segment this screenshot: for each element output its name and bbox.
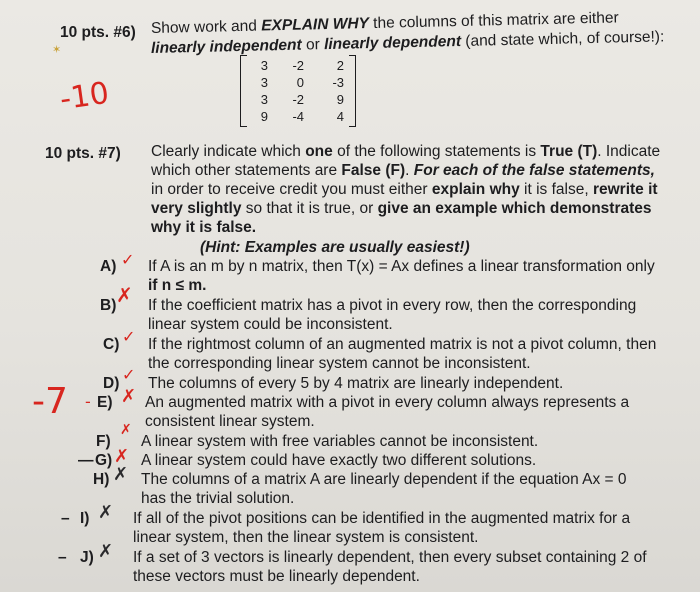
statement-i-label: I) [80,510,90,527]
matrix-cell: 9 [260,109,268,124]
statement-j-line2: these vectors must be linearly dependent. [133,568,420,585]
problem7-points: 10 pts. #7) [45,145,121,162]
statement-g-line1: A linear system could have exactly two different solutions. [141,452,537,469]
statement-e-label: E) [97,394,113,411]
matrix-cell: 3 [260,92,268,107]
problem6-instructions-line1: Show work and EXPLAIN WHY the columns of this matrix are either [150,9,619,37]
statement-e-prefix: - [85,392,91,411]
x-mark-icon: ✗ [113,464,129,485]
gold-star-sticker-icon: ✶ [52,43,62,56]
x-mark-icon: ✗ [121,386,137,407]
matrix-cell: 2 [336,58,344,73]
problem7-instructions-line5: why it is false. [151,219,257,236]
statement-e-line1: An augmented matrix with a pivot in every column always represents a [145,394,630,411]
statement-i-prefix: – [61,510,70,527]
statement-b-label: B) [100,297,117,314]
matrix-cell: -2 [292,58,304,73]
statement-c-line2: the corresponding linear system cannot be inconsistent. [148,355,531,372]
checkmark-icon: ✓ [122,327,136,346]
statement-h-line1: The columns of a matrix A are linearly dependent if the equation Ax = 0 [141,471,627,488]
statement-h-line2: has the trivial solution. [141,490,295,507]
x-mark-icon: ✗ [98,541,114,562]
statement-d-label: D) [103,375,120,392]
matrix-cell: -3 [332,75,344,90]
problem7-instructions-line4: very slightly so that it is true, or give an example which demonstrates [151,200,652,217]
statement-j-label: J) [80,549,94,566]
problem6-matrix [240,55,356,127]
statement-b-line2: linear system could be inconsistent. [148,316,393,333]
statement-j-line1: If a set of 3 vectors is linearly dependent, then every subset containing 2 of [133,549,647,566]
statement-a-line2: if n ≤ m. [148,277,207,294]
statement-a-label: A) [100,258,117,275]
statement-e-line2: consistent linear system. [145,413,315,430]
statement-h-label: H) [93,471,110,488]
statement-i-line2: linear system, then the linear system is consistent. [133,529,479,546]
statement-c-line1: If the rightmost column of an augmented matrix is not a pivot column, then [148,336,657,353]
matrix-right-bracket [349,55,356,127]
statement-c-label: C) [103,336,120,353]
x-mark-icon: ✗ [116,283,133,307]
problem6-points: 10 pts. #6) [60,24,136,41]
problem7-instructions-line3: in order to receive credit you must either explain why it is false, rewrite it [151,181,658,198]
matrix-cell: 3 [260,58,268,73]
statement-g-prefix: — [78,452,94,469]
matrix-cell: 3 [260,75,268,90]
statement-i-line1: If all of the pivot positions can be identified in the augmented matrix for a [133,510,631,527]
matrix-cell: -4 [292,109,304,124]
x-mark-icon: ✗ [120,422,132,438]
problem7-instructions-line2: which other statements are False (F). For each of the false statements, [151,162,655,179]
matrix-cell: -2 [292,92,304,107]
statement-j-prefix: – [58,549,67,566]
problem6-instructions-line2: linearly independent or linearly dependent (and state which, of course!): [150,28,665,57]
matrix-cell: 9 [336,92,344,107]
problem6-grade-mark: -10 [57,75,112,118]
matrix-cell: 4 [336,109,344,124]
checkmark-icon: ✓ [121,250,135,269]
statement-a-line1: If A is an m by n matrix, then T(x) = Ax defines a linear transformation only [148,258,655,275]
problem7-hint: (Hint: Examples are usually easiest!) [200,239,470,256]
statement-f-line1: A linear system with free variables cannot be inconsistent. [141,433,539,450]
matrix-cell: 0 [296,75,304,90]
problem7-grade-mark: -7 [32,381,68,422]
x-mark-icon: ✗ [114,446,130,467]
statement-b-line1: If the coefficient matrix has a pivot in every row, then the corresponding [148,297,637,314]
statement-f-label: F) [96,433,111,450]
problem7-instructions-line1: Clearly indicate which one of the following statements is True (T). Indicate [151,143,661,160]
statement-d-line1: The columns of every 5 by 4 matrix are linearly independent. [148,375,564,392]
statement-g-label: G) [95,452,113,469]
checkmark-icon: ✓ [122,365,136,384]
x-mark-icon: ✗ [98,502,114,523]
